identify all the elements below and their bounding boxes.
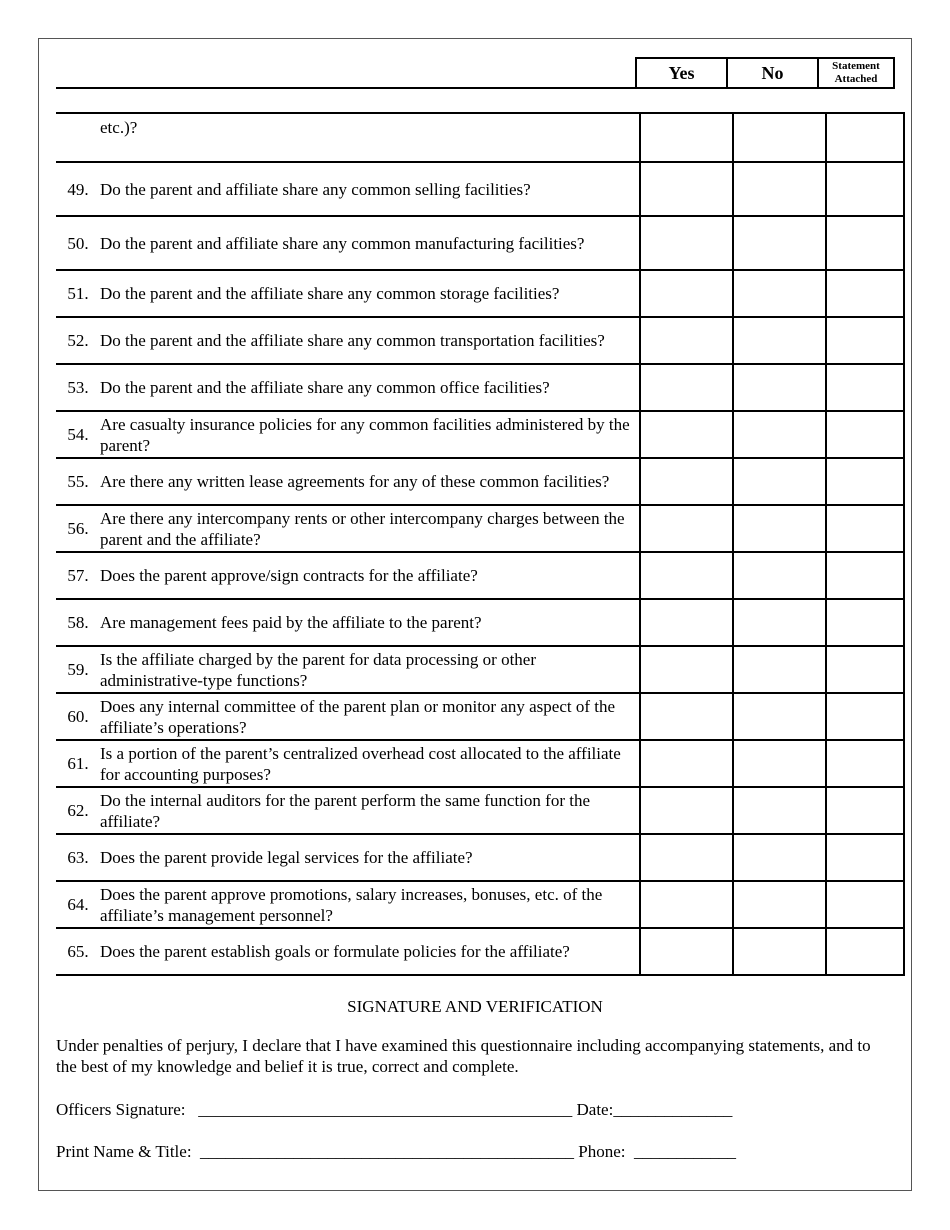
statement-attached-checkbox[interactable] (826, 458, 904, 505)
no-column-header: No (726, 57, 819, 89)
question-text: Are there any intercompany rents or other intercompany charges between the parent and the affiliate? (100, 508, 625, 549)
question-row (56, 216, 904, 270)
question-text: Do the parent and affiliate share any common manufacturing facilities? (100, 233, 585, 253)
question-row (56, 458, 904, 505)
statement-attached-checkbox[interactable] (826, 113, 904, 162)
perjury-declaration: Under penalties of perjury, I declare that I have examined this questionnaire including accompanying statements, and to the best of my knowledge and belief it is true, correct and complete. (56, 1036, 871, 1076)
question-number: 53. (67, 378, 89, 397)
statement-attached-checkbox[interactable] (826, 740, 904, 787)
yes-checkbox[interactable] (640, 740, 733, 787)
question-row (56, 162, 904, 216)
no-checkbox[interactable] (733, 787, 826, 834)
statement-attached-checkbox[interactable] (826, 646, 904, 693)
print-name-label: Print Name & Title: (56, 1142, 192, 1161)
question-number: 65. (67, 942, 89, 961)
statement-attached-checkbox[interactable] (826, 834, 904, 881)
yes-checkbox[interactable] (640, 787, 733, 834)
yes-column-header: Yes (635, 57, 728, 89)
question-number: 51. (67, 284, 89, 303)
no-checkbox[interactable] (733, 411, 826, 458)
continuation-row (56, 113, 904, 162)
question-text: Are casualty insurance policies for any common facilities administered by the parent? (100, 414, 630, 455)
phone-label: Phone: (578, 1142, 626, 1161)
statement-attached-checkbox[interactable] (826, 317, 904, 364)
question-number: 57. (67, 566, 89, 585)
statement-attached-checkbox[interactable] (826, 599, 904, 646)
question-text: Do the parent and the affiliate share any common office facilities? (100, 378, 550, 397)
date-label: Date: (576, 1100, 614, 1119)
statement-attached-checkbox[interactable] (826, 881, 904, 928)
yes-checkbox[interactable] (640, 928, 733, 975)
question-text: etc.)? (100, 118, 138, 137)
statement-attached-checkbox[interactable] (826, 928, 904, 975)
no-checkbox[interactable] (733, 599, 826, 646)
statement-header-line2: Attached (834, 73, 878, 85)
question-row (56, 599, 904, 646)
yes-checkbox[interactable] (640, 411, 733, 458)
yes-checkbox[interactable] (640, 113, 733, 162)
question-number: 62. (67, 801, 89, 820)
print-name-field[interactable]: ____________________________________________ (191, 1142, 579, 1161)
question-text: Do the parent and affiliate share any common selling facilities? (100, 179, 531, 199)
officer-signature-field[interactable]: ____________________________________________ (185, 1100, 577, 1119)
no-checkbox[interactable] (733, 505, 826, 552)
question-row (56, 364, 904, 411)
question-row (56, 646, 904, 693)
yes-checkbox[interactable] (640, 834, 733, 881)
question-number: 58. (67, 613, 89, 632)
question-row (56, 834, 904, 881)
question-text: Do the parent and the affiliate share any common transportation facilities? (100, 331, 605, 350)
no-checkbox[interactable] (733, 881, 826, 928)
questionnaire-table (56, 112, 905, 976)
statement-attached-checkbox[interactable] (826, 505, 904, 552)
question-number (56, 113, 100, 162)
question-text: Are management fees paid by the affiliate to the parent? (100, 613, 482, 632)
signature-section-title: SIGNATURE AND VERIFICATION (347, 997, 603, 1016)
question-number: 64. (67, 895, 89, 914)
no-checkbox[interactable] (733, 740, 826, 787)
question-row (56, 552, 904, 599)
statement-attached-checkbox[interactable] (826, 787, 904, 834)
question-text: Does any internal committee of the parent plan or monitor any aspect of the affiliate’s operations? (100, 696, 616, 737)
no-checkbox[interactable] (733, 364, 826, 411)
statement-attached-checkbox[interactable] (826, 552, 904, 599)
question-row (56, 270, 904, 317)
statement-attached-checkbox[interactable] (826, 216, 904, 270)
question-row (56, 693, 904, 740)
officer-signature-label: Officers Signature: (56, 1100, 186, 1119)
question-text: Does the parent approve/sign contracts for the affiliate? (100, 566, 478, 585)
yes-checkbox[interactable] (640, 599, 733, 646)
no-checkbox[interactable] (733, 693, 826, 740)
question-number: 49. (67, 179, 89, 199)
no-checkbox[interactable] (733, 270, 826, 317)
date-field[interactable]: ______________ (613, 1100, 733, 1119)
question-number: 56. (67, 519, 89, 538)
yes-checkbox[interactable] (640, 693, 733, 740)
no-checkbox[interactable] (733, 834, 826, 881)
no-checkbox[interactable] (733, 162, 826, 216)
statement-attached-checkbox[interactable] (826, 270, 904, 317)
no-checkbox[interactable] (733, 928, 826, 975)
question-row (56, 881, 904, 928)
question-row (56, 787, 904, 834)
question-number: 61. (67, 754, 89, 773)
question-text: Does the parent provide legal services for the affiliate? (100, 848, 473, 867)
yes-checkbox[interactable] (640, 162, 733, 216)
question-number: 50. (67, 233, 89, 253)
statement-attached-checkbox[interactable] (826, 364, 904, 411)
question-number: 54. (67, 425, 89, 444)
statement-attached-checkbox[interactable] (826, 693, 904, 740)
question-row (56, 411, 904, 458)
question-text: Are there any written lease agreements for any of these common facilities? (100, 472, 610, 491)
statement-attached-checkbox[interactable] (826, 162, 904, 216)
question-text: Do the internal auditors for the parent perform the same function for the affiliate? (100, 790, 590, 831)
yes-checkbox[interactable] (640, 270, 733, 317)
no-checkbox[interactable] (733, 113, 826, 162)
question-text: Does the parent approve promotions, salary increases, bonuses, etc. of the affiliate’s management personnel? (100, 884, 603, 925)
question-text: Is the affiliate charged by the parent for data processing or other administrative-type functions? (100, 649, 537, 690)
yes-checkbox[interactable] (640, 216, 733, 270)
no-checkbox[interactable] (733, 458, 826, 505)
yes-checkbox[interactable] (640, 364, 733, 411)
question-row (56, 317, 904, 364)
question-number: 55. (67, 472, 89, 491)
no-checkbox[interactable] (733, 216, 826, 270)
yes-checkbox[interactable] (640, 505, 733, 552)
question-row (56, 505, 904, 552)
question-number: 60. (67, 707, 89, 726)
question-row (56, 740, 904, 787)
question-number: 63. (67, 848, 89, 867)
officer-signature-row (56, 1100, 732, 1120)
question-text: Is a portion of the parent’s centralized overhead cost allocated to the affiliate for accounting purposes? (100, 743, 621, 784)
question-text: Do the parent and the affiliate share any common storage facilities? (100, 284, 560, 303)
yes-checkbox[interactable] (640, 646, 733, 693)
no-checkbox[interactable] (733, 552, 826, 599)
yes-checkbox[interactable] (640, 458, 733, 505)
print-name-row (56, 1142, 736, 1162)
statement-attached-checkbox[interactable] (826, 411, 904, 458)
statement-attached-column-header (817, 57, 895, 89)
question-number: 59. (67, 660, 89, 679)
question-number: 52. (67, 331, 89, 350)
no-checkbox[interactable] (733, 317, 826, 364)
yes-checkbox[interactable] (640, 881, 733, 928)
phone-field[interactable]: ____________ (625, 1142, 737, 1161)
question-row (56, 928, 904, 975)
no-checkbox[interactable] (733, 646, 826, 693)
statement-header-line1: Statement (832, 60, 880, 72)
yes-checkbox[interactable] (640, 317, 733, 364)
question-text: Does the parent establish goals or formulate policies for the affiliate? (100, 942, 570, 961)
yes-checkbox[interactable] (640, 552, 733, 599)
